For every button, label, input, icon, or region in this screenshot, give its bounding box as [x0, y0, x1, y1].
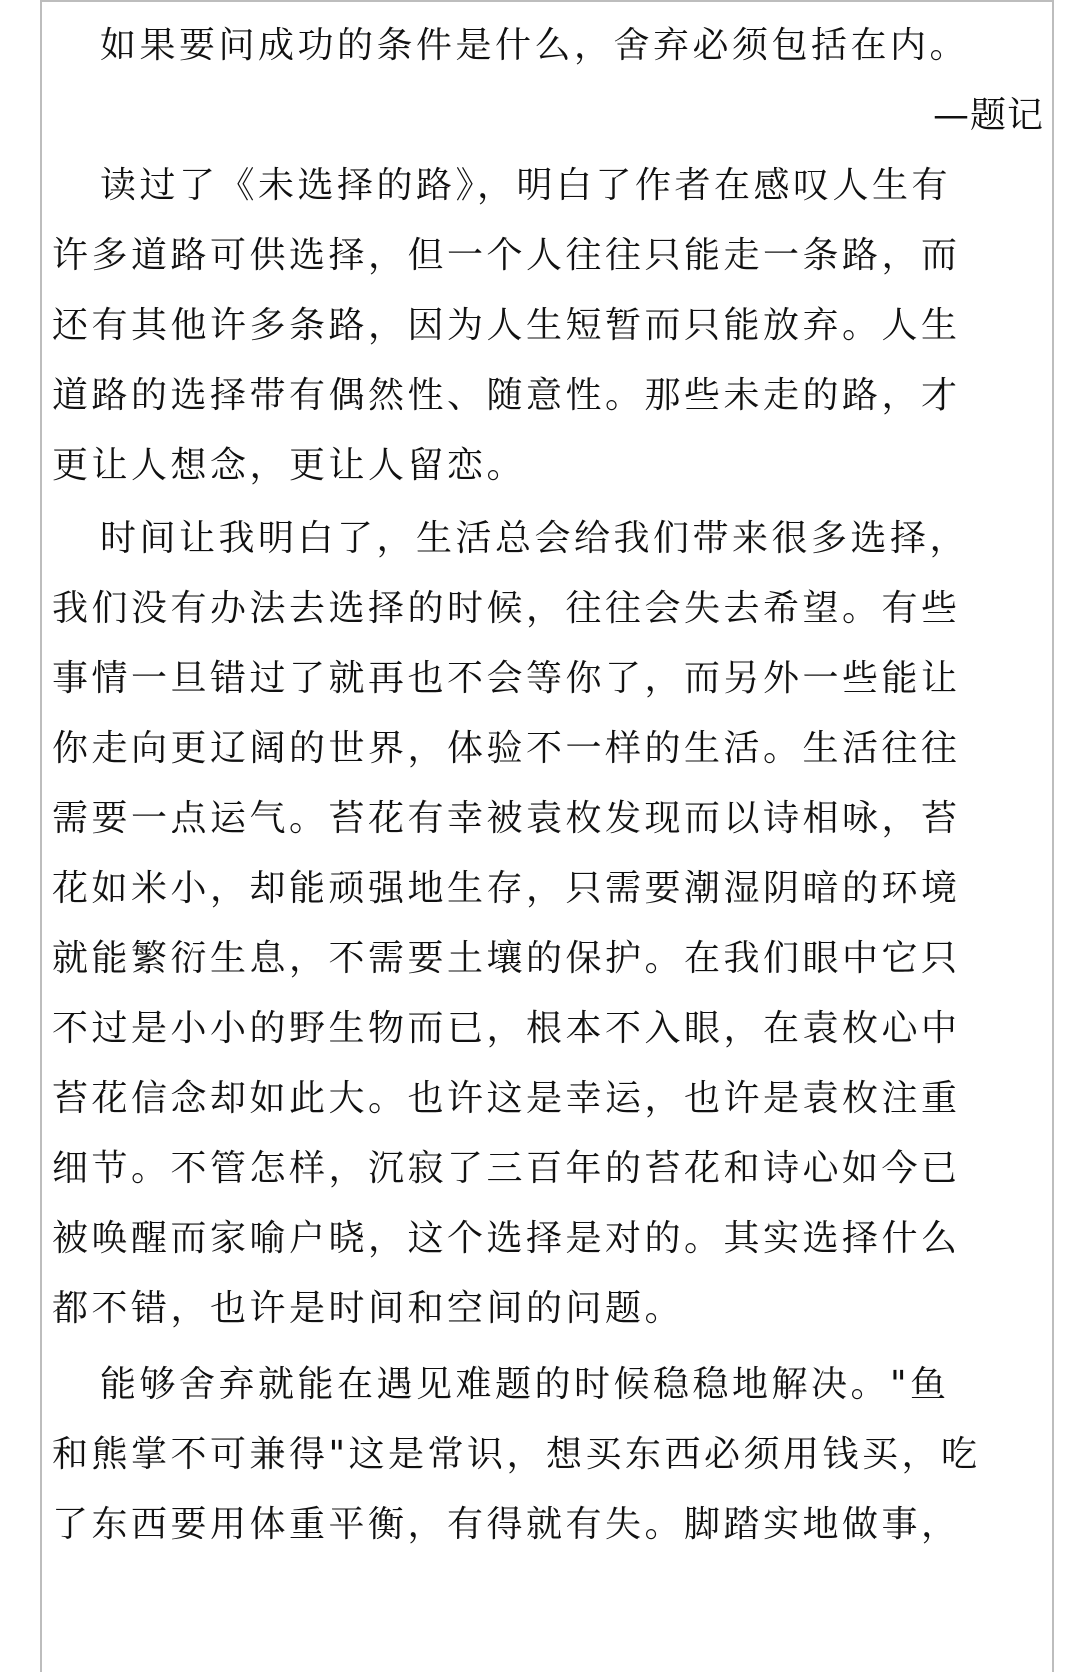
essay-line: 我们没有办法去选择的时候，往往会失去希望。有些: [52, 588, 961, 629]
essay-line: 需要一点运气。苔花有幸被袁枚发现而以诗相咏，苔: [52, 798, 961, 839]
essay-line: 就能繁衍生息，不需要土壤的保护。在我们眼中它只: [52, 938, 961, 979]
essay-line: 时间让我明白了，生活总会给我们带来很多选择，: [100, 518, 970, 559]
essay-line: 苔花信念却如此大。也许这是幸运，也许是袁枚注重: [52, 1078, 961, 1119]
essay-line: 更让人想念，更让人留恋。: [52, 445, 527, 486]
handwritten-essay-page: [40, 0, 1054, 1672]
essay-line: 能够舍弃就能在遇见难题的时候稳稳地解决。"鱼: [100, 1364, 950, 1405]
essay-line: 道路的选择带有偶然性、随意性。那些未走的路，才: [52, 375, 961, 416]
essay-line: 花如米小，却能顽强地生存，只需要潮湿阴暗的环境: [52, 868, 961, 909]
epigraph-text: 如果要问成功的条件是什么，舍弃必须包括在内。: [100, 25, 970, 66]
essay-line: 许多道路可供选择，但一个人往往只能走一条路，而: [52, 235, 961, 276]
essay-line: 细节。不管怎样，沉寂了三百年的苔花和诗心如今已: [52, 1148, 961, 1189]
essay-line: 不过是小小的野生物而已，根本不入眼，在袁枚心中: [52, 1008, 961, 1049]
essay-line: 你走向更辽阔的世界，体验不一样的生活。生活往往: [52, 728, 961, 769]
essay-line: 还有其他许多条路，因为人生短暂而只能放弃。人生: [52, 305, 961, 346]
epigraph-attribution: —题记: [932, 95, 1044, 136]
essay-line: 事情一旦错过了就再也不会等你了，而另外一些能让: [52, 658, 961, 699]
essay-line: 读过了《未选择的路》，明白了作者在感叹人生有: [100, 165, 952, 206]
essay-line: 了东西要用体重平衡，有得就有失。脚踏实地做事，: [52, 1504, 961, 1545]
essay-line: 都不错，也许是时间和空间的问题。: [52, 1288, 685, 1329]
essay-line: 和熊掌不可兼得"这是常识，想买东西必须用钱买，吃: [52, 1434, 981, 1475]
essay-line: 被唤醒而家喻户晓，这个选择是对的。其实选择什么: [52, 1218, 961, 1259]
